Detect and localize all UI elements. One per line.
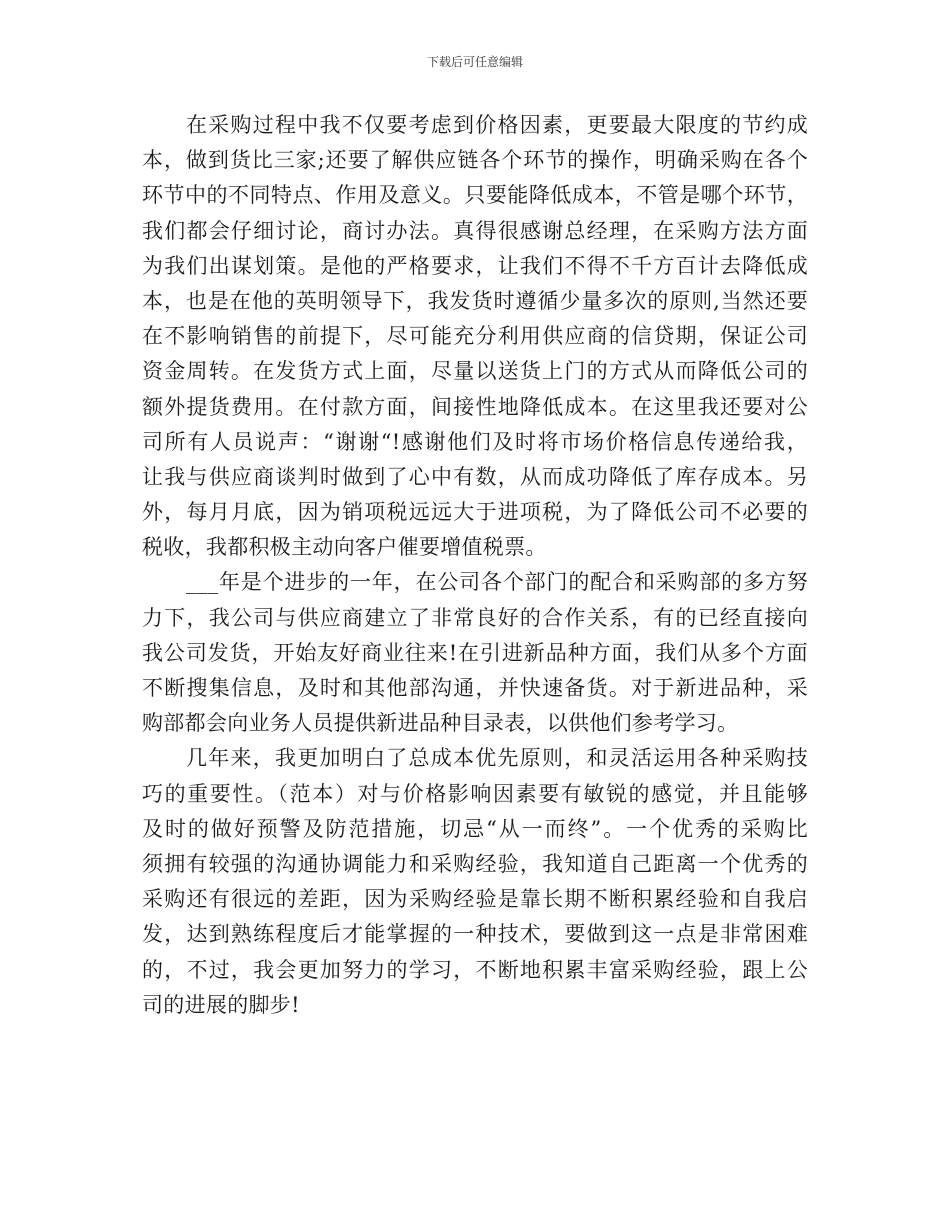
text-line: 发，达到熟练程度后才能掌握的一种技术，要做到这一点是非常困难 (142, 922, 808, 947)
text-line: 为我们出谋划策。是他的严格要求，让我们不得不千方百计去降低成 (142, 253, 808, 278)
text-line: 资金周转。在发货方式上面，尽量以送货上门的方式从而降低公司的 (142, 359, 808, 384)
text-line: 环节中的不同特点、作用及意义。只要能降低成本，不管是哪个环节， (142, 183, 808, 208)
text-line: 税收，我都积极主动向客户催要增值税票。 (142, 535, 547, 560)
text-line: 让我与供应商谈判时做到了心中有数，从而成功降低了库存成本。另 (142, 464, 808, 489)
text-line: 的，不过，我会更加努力的学习，不断地积累丰富采购经验，跟上公 (142, 957, 808, 982)
text-line: 在不影响销售的前提下，尽可能充分利用供应商的信贷期，保证公司 (142, 324, 808, 349)
text-line: 及时的做好预警及防范措施，切忌“从一而终”。一个优秀的采购比 (142, 816, 808, 841)
text-line: 须拥有较强的沟通协调能力和采购经验，我知道自己距离一个优秀的 (142, 851, 808, 876)
text-line: 额外提货费用。在付款方面，间接性地降低成本。在这里我还要对公 (142, 394, 808, 419)
text-line: 几年来，我更加明白了总成本优先原则，和灵活运用各种采购技 (186, 746, 808, 771)
text-line: 本，也是在他的英明领导下，我发货时遵循少量多次的原则,当然还要 (142, 288, 808, 313)
paragraph-3 (142, 741, 808, 1023)
text-line: 本，做到货比三家;还要了解供应链各个环节的操作，明确采购在各个 (142, 148, 808, 173)
text-line: 采购还有很远的差距，因为采购经验是靠长期不断积累经验和自我启 (142, 887, 808, 912)
text-line: 我公司发货，开始友好商业往来!在引进新品种方面，我们从多个方面 (142, 640, 808, 665)
paragraph-2 (142, 565, 808, 741)
page-header-note: 下载后可任意编辑 (426, 55, 523, 69)
paragraph-1 (142, 108, 808, 565)
text-line: 巧的重要性。（范本）对与价格影响因素要有敏锐的感觉，并且能够 (142, 781, 808, 806)
text-line: 不断搜集信息，及时和其他部沟通，并快速备货。对于新进品种，采 (142, 676, 808, 700)
text-line: 外，每月月底，因为销项税远远大于进项税，为了降低公司不必要的 (142, 500, 808, 525)
text-line: 购部都会向业务人员提供新进品种目录表，以供他们参考学习。 (142, 711, 739, 736)
text-line: 司所有人员说声：“谢谢“!感谢他们及时将市场价格信息传递给我， (142, 429, 808, 454)
text-line: 力下，我公司与供应商建立了非常良好的合作关系，有的已经直接向 (142, 605, 808, 630)
text-line: 在采购过程中我不仅要考虑到价格因素，更要最大限度的节约成 (186, 113, 808, 137)
text-line: 司的进展的脚步! (142, 992, 300, 1017)
document-body (142, 108, 808, 1023)
text-line: ___年是个进步的一年，在公司各个部门的配合和采购部的多方努 (186, 570, 808, 595)
text-line: 我们都会仔细讨论，商讨办法。真得很感谢总经理，在采购方法方面 (142, 218, 808, 243)
